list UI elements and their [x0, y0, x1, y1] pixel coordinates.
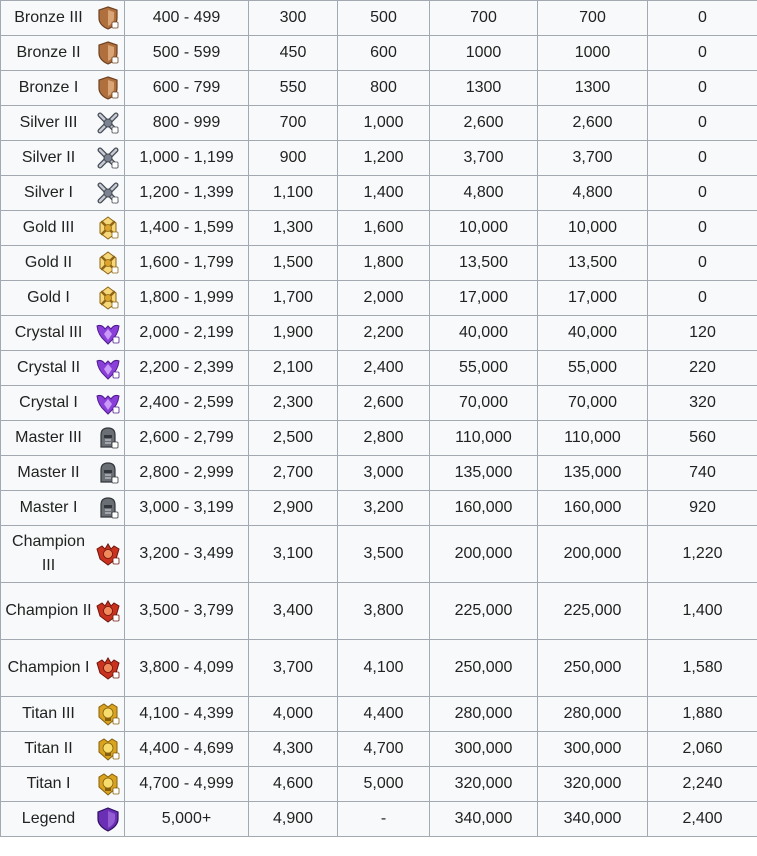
table-row	[1, 351, 757, 386]
value-cell-3: 280,000	[430, 697, 538, 732]
value-cell-1: 2,900	[249, 491, 338, 526]
league-name: Bronze II	[16, 44, 81, 61]
table-row	[1, 1, 757, 36]
value-cell-3: 13,500	[430, 246, 538, 281]
silver-swords-icon	[95, 110, 121, 136]
value-cell-5: 220	[648, 351, 757, 386]
trophy-range-cell: 5,000+	[125, 802, 249, 837]
trophy-range-cell: 3,800 - 4,099	[125, 640, 249, 697]
league-cell	[1, 767, 125, 802]
league-cell	[1, 246, 125, 281]
trophy-range-cell: 3,000 - 3,199	[125, 491, 249, 526]
value-cell-3: 40,000	[430, 316, 538, 351]
league-name: Master III	[15, 429, 82, 446]
league-cell	[1, 526, 125, 583]
value-cell-4: 160,000	[538, 491, 648, 526]
league-cell	[1, 281, 125, 316]
value-cell-1: 3,100	[249, 526, 338, 583]
league-cell	[1, 351, 125, 386]
value-cell-5: 1,880	[648, 697, 757, 732]
value-cell-1: 900	[249, 141, 338, 176]
crystal-wings-icon	[95, 355, 121, 381]
value-cell-4: 280,000	[538, 697, 648, 732]
trophy-range-cell: 2,600 - 2,799	[125, 421, 249, 456]
league-name: Bronze I	[18, 79, 79, 96]
trophy-range-cell: 1,800 - 1,999	[125, 281, 249, 316]
value-cell-3: 300,000	[430, 732, 538, 767]
value-cell-5: 1,400	[648, 583, 757, 640]
trophy-range-cell: 4,400 - 4,699	[125, 732, 249, 767]
value-cell-4: 250,000	[538, 640, 648, 697]
value-cell-2: 1,600	[338, 211, 430, 246]
trophy-range-cell: 1,200 - 1,399	[125, 176, 249, 211]
table-row	[1, 246, 757, 281]
league-name: Legend	[21, 810, 76, 827]
value-cell-5: 0	[648, 106, 757, 141]
league-cell	[1, 106, 125, 141]
trophy-range-cell: 3,500 - 3,799	[125, 583, 249, 640]
value-cell-2: 1,000	[338, 106, 430, 141]
value-cell-4: 135,000	[538, 456, 648, 491]
table-row	[1, 316, 757, 351]
value-cell-1: 700	[249, 106, 338, 141]
value-cell-1: 2,700	[249, 456, 338, 491]
value-cell-3: 250,000	[430, 640, 538, 697]
value-cell-4: 200,000	[538, 526, 648, 583]
value-cell-5: 0	[648, 36, 757, 71]
champion-crest-icon	[95, 655, 121, 681]
gold-swords-icon	[95, 285, 121, 311]
table-row	[1, 281, 757, 316]
value-cell-5: 560	[648, 421, 757, 456]
value-cell-2: 4,400	[338, 697, 430, 732]
champion-crest-icon	[95, 541, 121, 567]
trophy-range-cell: 3,200 - 3,499	[125, 526, 249, 583]
value-cell-5: 0	[648, 281, 757, 316]
league-cell	[1, 640, 125, 697]
value-cell-2: 1,400	[338, 176, 430, 211]
league-name: Crystal I	[19, 394, 78, 411]
value-cell-2: 2,600	[338, 386, 430, 421]
value-cell-4: 17,000	[538, 281, 648, 316]
league-cell	[1, 802, 125, 837]
trophy-range-cell: 1,000 - 1,199	[125, 141, 249, 176]
value-cell-1: 550	[249, 71, 338, 106]
gold-swords-icon	[95, 250, 121, 276]
league-name: Silver II	[21, 149, 76, 166]
titan-crest-icon	[95, 736, 121, 762]
master-helmet-icon	[95, 460, 121, 486]
value-cell-2: 800	[338, 71, 430, 106]
value-cell-4: 225,000	[538, 583, 648, 640]
crystal-wings-icon	[95, 320, 121, 346]
value-cell-3: 10,000	[430, 211, 538, 246]
value-cell-5: 0	[648, 246, 757, 281]
crystal-wings-icon	[95, 390, 121, 416]
value-cell-4: 70,000	[538, 386, 648, 421]
trophy-range-cell: 2,000 - 2,199	[125, 316, 249, 351]
value-cell-1: 450	[249, 36, 338, 71]
league-name: Silver III	[19, 114, 78, 131]
value-cell-4: 700	[538, 1, 648, 36]
titan-crest-icon	[95, 771, 121, 797]
value-cell-3: 340,000	[430, 802, 538, 837]
league-name: Champion III	[12, 533, 85, 574]
league-cell	[1, 176, 125, 211]
value-cell-2: 3,000	[338, 456, 430, 491]
value-cell-5: 0	[648, 71, 757, 106]
table-row	[1, 640, 757, 697]
value-cell-3: 1000	[430, 36, 538, 71]
master-helmet-icon	[95, 425, 121, 451]
value-cell-5: 1,220	[648, 526, 757, 583]
value-cell-4: 320,000	[538, 767, 648, 802]
trophy-range-cell: 1,600 - 1,799	[125, 246, 249, 281]
value-cell-1: 4,000	[249, 697, 338, 732]
silver-swords-icon	[95, 145, 121, 171]
table-row	[1, 211, 757, 246]
value-cell-1: 2,100	[249, 351, 338, 386]
value-cell-4: 2,600	[538, 106, 648, 141]
league-cell	[1, 1, 125, 36]
value-cell-3: 55,000	[430, 351, 538, 386]
value-cell-2: 2,800	[338, 421, 430, 456]
value-cell-1: 2,300	[249, 386, 338, 421]
league-name: Titan III	[22, 705, 75, 722]
league-cell	[1, 421, 125, 456]
league-name: Gold III	[22, 219, 75, 236]
value-cell-3: 70,000	[430, 386, 538, 421]
bronze-shield-icon	[95, 75, 121, 101]
value-cell-2: 4,100	[338, 640, 430, 697]
value-cell-4: 110,000	[538, 421, 648, 456]
value-cell-1: 1,500	[249, 246, 338, 281]
value-cell-2: 1,200	[338, 141, 430, 176]
value-cell-2: 2,200	[338, 316, 430, 351]
value-cell-3: 3,700	[430, 141, 538, 176]
value-cell-1: 3,400	[249, 583, 338, 640]
table-row	[1, 526, 757, 583]
value-cell-1: 1,100	[249, 176, 338, 211]
trophy-range-cell: 1,400 - 1,599	[125, 211, 249, 246]
table-row	[1, 141, 757, 176]
league-cell	[1, 71, 125, 106]
trophy-range-cell: 4,700 - 4,999	[125, 767, 249, 802]
table-row	[1, 71, 757, 106]
value-cell-1: 2,500	[249, 421, 338, 456]
titan-crest-icon	[95, 701, 121, 727]
value-cell-4: 55,000	[538, 351, 648, 386]
league-name: Crystal II	[16, 359, 81, 376]
trophy-range-cell: 800 - 999	[125, 106, 249, 141]
table-row	[1, 697, 757, 732]
league-cell	[1, 141, 125, 176]
value-cell-2: 3,200	[338, 491, 430, 526]
value-cell-5: 2,240	[648, 767, 757, 802]
league-cell	[1, 491, 125, 526]
value-cell-4: 40,000	[538, 316, 648, 351]
value-cell-4: 1000	[538, 36, 648, 71]
gold-swords-icon	[95, 215, 121, 241]
value-cell-5: 2,060	[648, 732, 757, 767]
table-row	[1, 386, 757, 421]
value-cell-2: 1,800	[338, 246, 430, 281]
value-cell-3: 110,000	[430, 421, 538, 456]
league-name: Champion I	[7, 659, 90, 676]
trophy-range-cell: 500 - 599	[125, 36, 249, 71]
value-cell-2: 2,400	[338, 351, 430, 386]
value-cell-5: 0	[648, 176, 757, 211]
value-cell-5: 0	[648, 141, 757, 176]
value-cell-1: 1,900	[249, 316, 338, 351]
league-name: Champion II	[5, 602, 92, 619]
table-row	[1, 767, 757, 802]
table-row	[1, 732, 757, 767]
value-cell-3: 17,000	[430, 281, 538, 316]
league-name: Silver I	[24, 184, 73, 201]
value-cell-5: 120	[648, 316, 757, 351]
value-cell-5: 2,400	[648, 802, 757, 837]
league-name: Crystal III	[14, 324, 83, 341]
table-row	[1, 491, 757, 526]
value-cell-4: 340,000	[538, 802, 648, 837]
trophy-range-cell: 2,200 - 2,399	[125, 351, 249, 386]
value-cell-4: 4,800	[538, 176, 648, 211]
value-cell-1: 4,300	[249, 732, 338, 767]
value-cell-3: 1300	[430, 71, 538, 106]
table-row	[1, 583, 757, 640]
value-cell-2: 500	[338, 1, 430, 36]
value-cell-3: 160,000	[430, 491, 538, 526]
trophy-range-cell: 600 - 799	[125, 71, 249, 106]
league-name: Titan II	[24, 740, 73, 757]
value-cell-3: 700	[430, 1, 538, 36]
value-cell-1: 300	[249, 1, 338, 36]
league-cell	[1, 211, 125, 246]
value-cell-5: 0	[648, 211, 757, 246]
value-cell-5: 1,580	[648, 640, 757, 697]
table-row	[1, 802, 757, 837]
value-cell-2: 5,000	[338, 767, 430, 802]
trophy-range-cell: 2,800 - 2,999	[125, 456, 249, 491]
value-cell-4: 1300	[538, 71, 648, 106]
value-cell-1: 4,600	[249, 767, 338, 802]
trophy-range-cell: 4,100 - 4,399	[125, 697, 249, 732]
table-row	[1, 456, 757, 491]
league-name: Titan I	[26, 775, 71, 792]
value-cell-4: 10,000	[538, 211, 648, 246]
table-row	[1, 176, 757, 211]
value-cell-1: 3,700	[249, 640, 338, 697]
value-cell-2: 600	[338, 36, 430, 71]
value-cell-3: 320,000	[430, 767, 538, 802]
table-row	[1, 421, 757, 456]
master-helmet-icon	[95, 495, 121, 521]
value-cell-1: 4,900	[249, 802, 338, 837]
legend-shield-icon	[95, 806, 121, 832]
value-cell-3: 2,600	[430, 106, 538, 141]
value-cell-3: 4,800	[430, 176, 538, 211]
value-cell-2: 3,800	[338, 583, 430, 640]
silver-swords-icon	[95, 180, 121, 206]
value-cell-1: 1,700	[249, 281, 338, 316]
table-row	[1, 36, 757, 71]
value-cell-2: 3,500	[338, 526, 430, 583]
bronze-shield-icon	[95, 5, 121, 31]
league-name: Master II	[17, 464, 80, 481]
league-cell	[1, 732, 125, 767]
value-cell-3: 225,000	[430, 583, 538, 640]
table-row	[1, 106, 757, 141]
league-cell	[1, 36, 125, 71]
bronze-shield-icon	[95, 40, 121, 66]
value-cell-3: 200,000	[430, 526, 538, 583]
value-cell-2: -	[338, 802, 430, 837]
league-cell	[1, 456, 125, 491]
league-cell	[1, 583, 125, 640]
value-cell-1: 1,300	[249, 211, 338, 246]
value-cell-2: 2,000	[338, 281, 430, 316]
league-name: Master I	[19, 499, 78, 516]
value-cell-3: 135,000	[430, 456, 538, 491]
league-name: Gold II	[24, 254, 73, 271]
league-cell	[1, 386, 125, 421]
value-cell-5: 740	[648, 456, 757, 491]
league-name: Gold I	[27, 289, 70, 306]
value-cell-4: 300,000	[538, 732, 648, 767]
trophy-range-cell: 400 - 499	[125, 1, 249, 36]
league-name: Bronze III	[14, 9, 83, 26]
value-cell-5: 320	[648, 386, 757, 421]
champion-crest-icon	[95, 598, 121, 624]
league-cell	[1, 697, 125, 732]
value-cell-5: 920	[648, 491, 757, 526]
value-cell-5: 0	[648, 1, 757, 36]
value-cell-4: 13,500	[538, 246, 648, 281]
value-cell-2: 4,700	[338, 732, 430, 767]
league-cell	[1, 316, 125, 351]
trophy-range-cell: 2,400 - 2,599	[125, 386, 249, 421]
value-cell-4: 3,700	[538, 141, 648, 176]
